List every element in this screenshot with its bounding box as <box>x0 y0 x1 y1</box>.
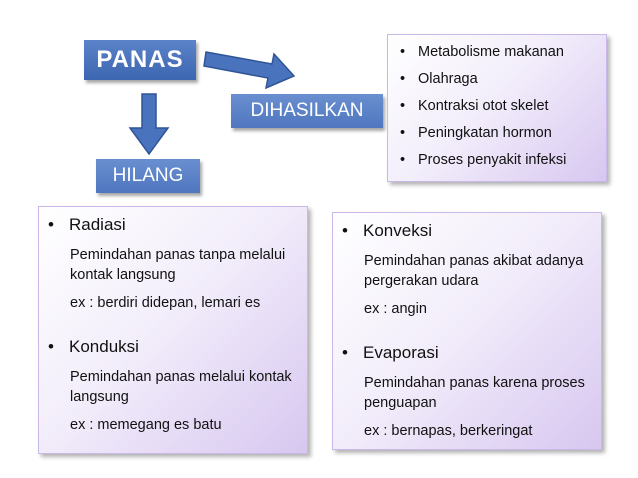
radiasi-example: ex : berdiri didepan, lemari es <box>70 295 261 311</box>
node-dihasilkan: DIHASILKAN <box>231 94 383 128</box>
evaporasi-example: ex : bernapas, berkeringat <box>364 423 533 439</box>
node-panas: PANAS <box>84 40 196 80</box>
heat-loss-box-right <box>332 212 602 450</box>
konduksi-example: ex : memegang es batu <box>70 417 222 433</box>
konveksi-example: ex : angin <box>364 301 427 317</box>
list-item: • Metabolisme makanan <box>394 39 600 66</box>
radiasi-title: • Radiasi <box>45 213 301 237</box>
konveksi-desc: Pemindahan panas akibat adanya pergerakan udara <box>364 253 584 289</box>
konduksi-title: • Konduksi <box>45 335 301 359</box>
evaporasi-desc: Pemindahan panas karena proses penguapan <box>364 375 585 411</box>
radiasi-desc: Pemindahan panas tanpa melalui kontak langsung <box>70 247 286 283</box>
konduksi-desc: Pemindahan panas melalui kontak langsung <box>70 369 292 405</box>
list-item: • Peningkatan hormon <box>394 120 600 147</box>
produced-list-box <box>387 34 607 182</box>
konveksi-title: • Konveksi <box>339 219 595 243</box>
list-item: • Proses penyakit infeksi <box>394 147 600 174</box>
evaporasi-title: • Evaporasi <box>339 341 595 365</box>
heat-loss-box-left <box>38 206 308 454</box>
list-item: • Olahraga <box>394 66 600 93</box>
arrow-down-icon <box>128 94 172 156</box>
node-hilang: HILANG <box>96 159 200 193</box>
list-item: • Kontraksi otot skelet <box>394 93 600 120</box>
arrow-right-icon <box>206 44 296 92</box>
